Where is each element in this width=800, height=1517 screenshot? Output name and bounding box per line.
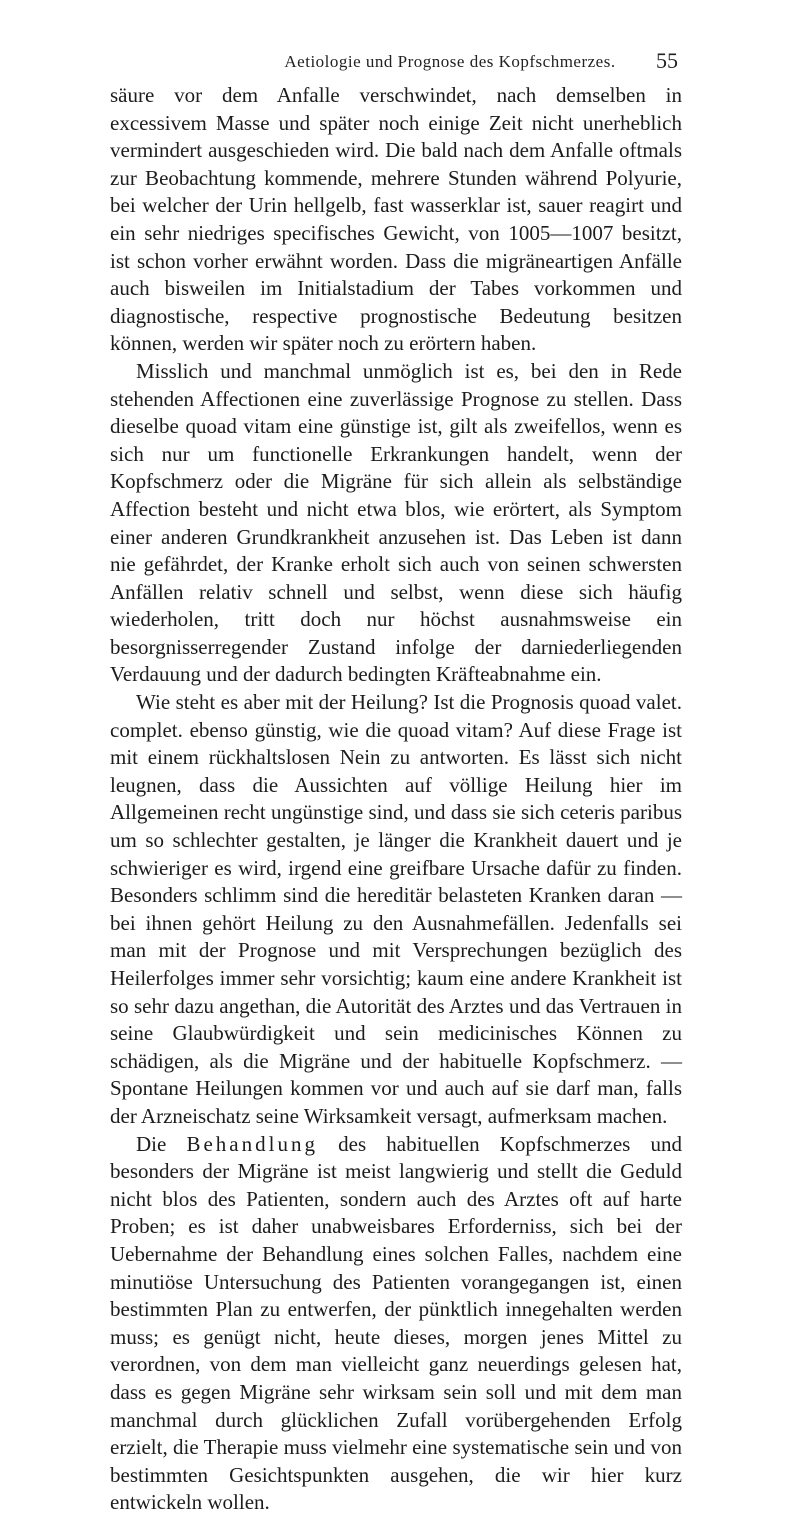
running-head: Aetiologie und Prognose des Kopfschmerzes. [284, 52, 616, 71]
paragraph-4 [110, 1131, 682, 1517]
paragraph-1: säure vor dem Anfalle verschwindet, nach demselben in excessivem Masse und später noch einige Zeit nicht unerheblich vermindert ausgeschieden wird. Die bald nach dem Anfalle oftmals zur Beobachtung kommende, mehrere Stunden während Polyurie, bei welcher der Urin hellgelb, fast wasserklar ist, sauer reagirt und ein sehr niedriges specifisches Gewicht, von 1005—1007 besitzt, ist schon vorher erwähnt worden. Dass die migräneartigen Anfälle auch bisweilen im Initialstadium der Tabes vorkommen und diagnostische, respective prognostische Bedeutung besitzen können, werden wir später noch zu erörtern haben. [110, 83, 682, 356]
paragraph-3: Wie steht es aber mit der Heilung? Ist die Prognosis quoad valet. complet. ebenso günstig, wie die quoad vitam? Auf diese Frage ist mit einem rückhaltslosen Nein zu antworten. Es lässt sich nicht leugnen, dass die Aussichten auf völlige Heilung hier im Allgemeinen recht ungünstige sind, und dass sie sich ceteris paribus um so schlechter gestalten, je länger die Krankheit dauert und je schwieriger es wird, irgend eine greifbare Ursache dafür zu finden. Besonders schlimm sind die hereditär belasteten Kranken daran — bei ihnen gehört Heilung zu den Ausnahmefällen. Jedenfalls sei man mit der Prognose und mit Versprechungen bezüglich des Heilerfolges immer sehr vorsichtig; kaum eine andere Krankheit ist so sehr dazu angethan, die Autorität des Arztes und das Vertrauen in seine Glaubwürdigkeit und sein medicinisches Können zu schädigen, als die Migräne und der habituelle Kopfschmerz. — Spontane Heilungen kommen vor und auch auf sie darf man, falls der Arzneischatz seine Wirksamkeit versagt, aufmerksam machen. [110, 690, 682, 1128]
page-number: 55 [656, 48, 678, 73]
body-text [110, 82, 682, 1517]
paragraph-4-lead: Die [136, 1131, 187, 1156]
behandlung-term: Behandlung [186, 1131, 318, 1156]
paragraph-4-text: des habituellen Kopfschmerzes und besonders der Migräne ist meist langwierig und stellt die Geduld nicht blos des Patienten, sondern auch des Arztes oft auf harte Proben; es ist daher unabweisbares Erforderniss, sich bei der Uebernahme der Behandlung eines solchen Falles, nachdem eine minutiöse Untersuchung des Patienten vorangegangen ist, einen bestimmten Plan zu entwerfen, der pünktlich innegehalten werden muss; es genügt nicht, heute dieses, morgen jenes Mittel zu verordnen, von dem man vielleicht ganz neuerdings gelesen hat, dass es gegen Migräne sehr wirksam sein soll und mit dem man manchmal durch glücklichen Zufall vorübergehenden Erfolg erzielt, die Therapie muss vielmehr eine systematische sein und von bestimmten Gesichtspunkten ausgehen, die wir hier kurz entwickeln wollen. [110, 1131, 682, 1515]
paragraph-2: Misslich und manchmal unmöglich ist es, bei den in Rede stehenden Affectionen eine zuverlässige Prognose zu stellen. Dass dieselbe quoad vitam eine günstige ist, gilt als zweifellos, wenn es sich nur um functionelle Erkrankungen handelt, wenn der Kopfschmerz oder die Migräne für sich allein als selbständige Affection besteht und nicht etwa blos, wie erörtert, als Symptom einer anderen Grundkrankheit anzusehen ist. Das Leben ist dann nie gefährdet, der Kranke erholt sich auch von seinen schwersten Anfällen relativ schnell und selbst, wenn diese sich häufig wiederholen, tritt doch nur höchst ausnahmsweise ein besorgnisserregender Zustand infolge der darniederliegenden Verdauung und der dadurch bedingten Kräfteabnahme ein. [110, 358, 682, 687]
